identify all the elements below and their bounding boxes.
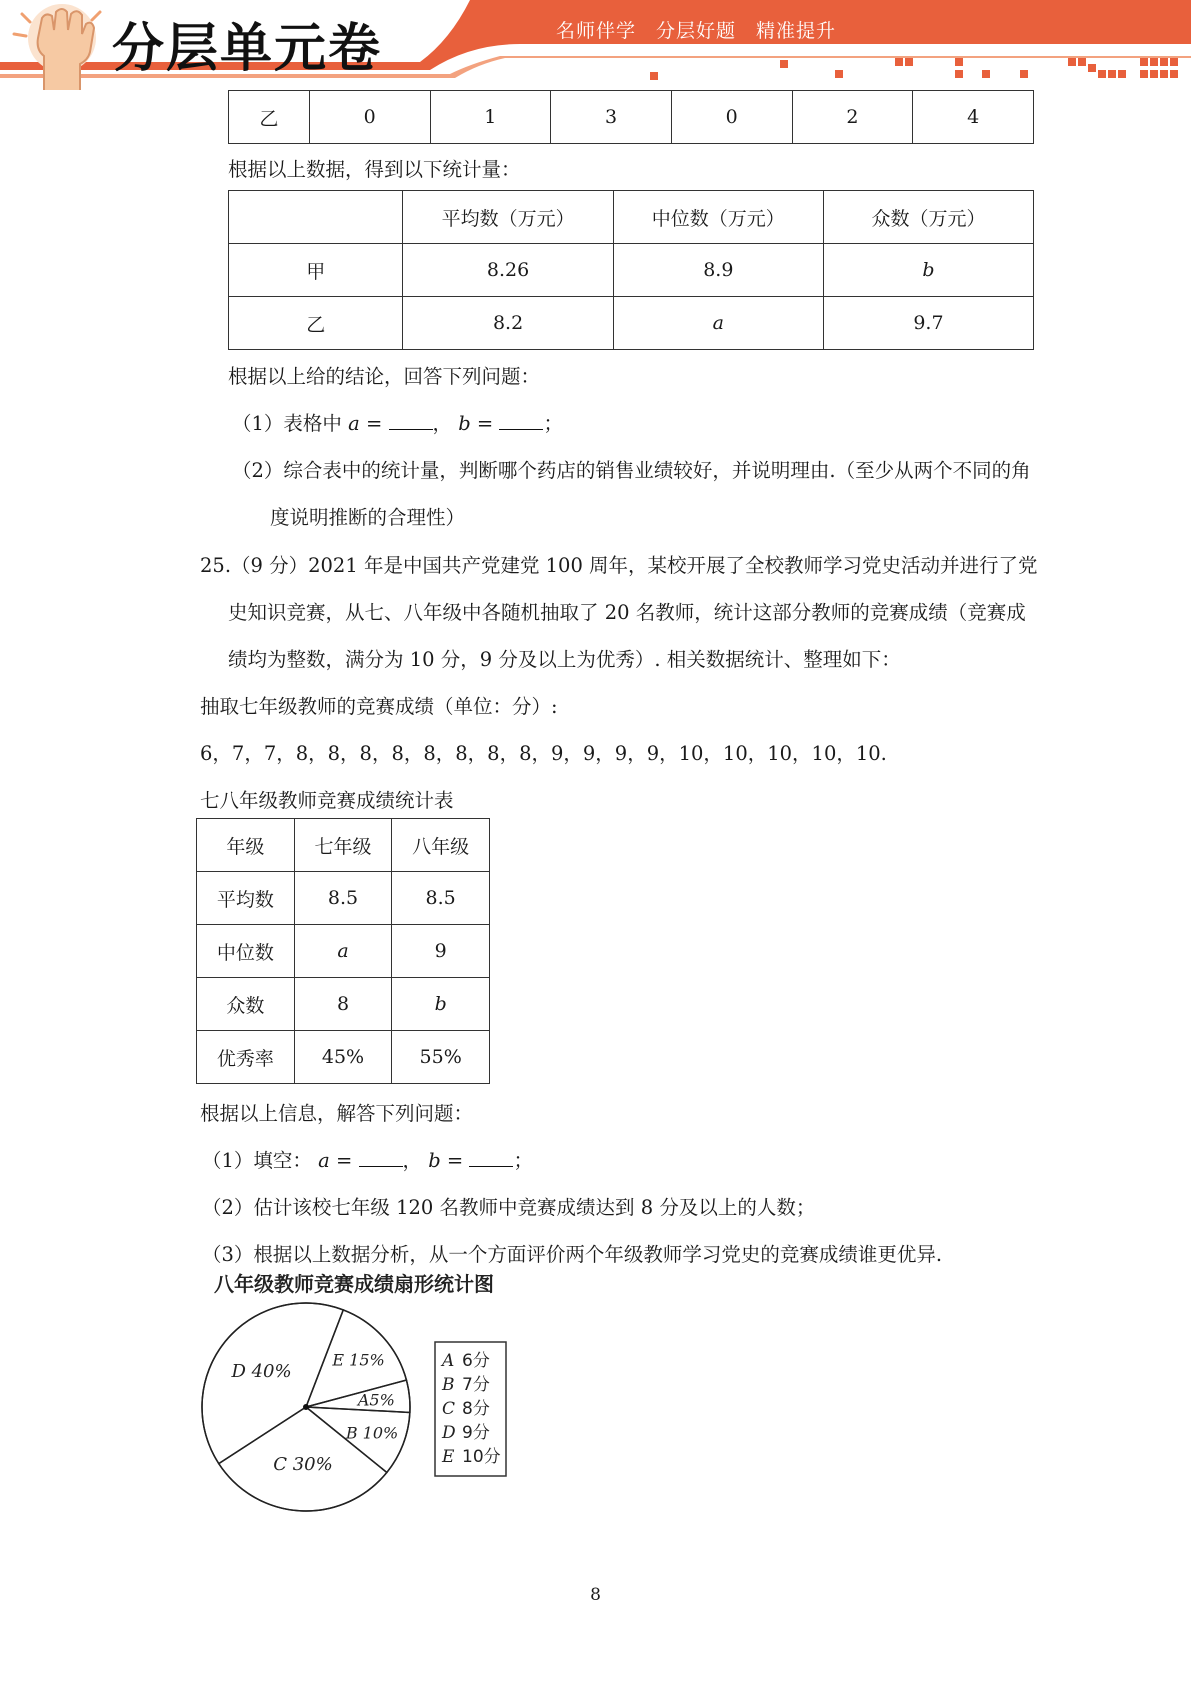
blank-a: [389, 411, 433, 430]
q25-p1-end: ；: [513, 1149, 533, 1172]
table-row: [197, 925, 490, 978]
q25-data-line: 6，7，7，8，8，8，8，8，8，8，8，9，9，9，9，10，10，10，10，10.: [200, 742, 887, 765]
table-cell: 9: [392, 925, 490, 978]
q24-part2-line1: （2）综合表中的统计量，判断哪个药店的销售业绩较好，并说明理由.（至少从两个不同的角: [232, 459, 1031, 482]
slice-label-B: B 10%: [345, 1423, 399, 1443]
table-cell: 4: [913, 91, 1034, 144]
chart-title: 八年级教师竞赛成绩扇形统计图: [214, 1272, 494, 1296]
table-cell: 8.5: [392, 872, 490, 925]
slogan-3: 精准提升: [756, 20, 837, 42]
chart-legend: [435, 1342, 506, 1476]
legend-value-C: 8分: [462, 1399, 490, 1419]
blank-b: [469, 1148, 513, 1167]
q24-intro: 根据以上给的结论，回答下列问题：: [228, 365, 541, 388]
slice-label-C: C 30%: [273, 1454, 333, 1476]
table-row: [197, 978, 490, 1031]
header-cell: 七年级: [294, 819, 392, 872]
legend-key-E: E: [442, 1447, 455, 1467]
table-row: [197, 1031, 490, 1084]
table-cell: 0: [671, 91, 792, 144]
pie-center: [303, 1404, 309, 1410]
header-slogans: [556, 16, 856, 43]
row-label: 平均数: [197, 872, 295, 925]
table-cell: 45%: [294, 1031, 392, 1084]
table-cell: 0: [309, 91, 430, 144]
q25-after-intro: 根据以上信息，解答下列问题：: [200, 1102, 474, 1125]
q25-data-intro: 抽取七年级教师的竞赛成绩（单位：分）:: [200, 695, 558, 718]
table-header-row: [197, 819, 490, 872]
table-cell: 9.7: [823, 297, 1033, 350]
slice-label-A: A5%: [357, 1390, 395, 1410]
grade-stats-table: [196, 818, 490, 1084]
legend-value-B: 7分: [462, 1375, 490, 1395]
legend-value-E: 10分: [462, 1447, 501, 1467]
table-cell: a: [613, 297, 823, 350]
var-a: a: [348, 412, 360, 435]
table-cell: 55%: [392, 1031, 490, 1084]
table-row: [197, 872, 490, 925]
stats-table: [228, 190, 1034, 350]
pie-slices: [202, 1303, 410, 1511]
table-cell: 8.2: [403, 297, 613, 350]
table-header-row: [229, 191, 1034, 244]
stats-intro: 根据以上数据，得到以下统计量：: [228, 158, 521, 181]
table-cell: b: [392, 978, 490, 1031]
brand-title: 分层单元卷: [112, 19, 383, 79]
q25-part3: （3）根据以上数据分析，从一个方面评价两个年级教师学习党史的竞赛成绩谁更优异.: [202, 1243, 943, 1266]
row-label: 甲: [229, 244, 403, 297]
q25-table-title: 七八年级教师竞赛成绩统计表: [200, 789, 454, 812]
legend-value-A: 6分: [462, 1351, 490, 1371]
row-label: 中位数: [197, 925, 295, 978]
table-cell: 2: [792, 91, 913, 144]
row-label: 乙: [229, 297, 403, 350]
blank-b: [499, 411, 543, 430]
blank-a: [359, 1148, 403, 1167]
pie-chart: [190, 1266, 530, 1516]
legend-value-D: 9分: [462, 1423, 490, 1443]
q24-p1-prefix: （1）表格中: [232, 412, 342, 435]
header-cell: 平均数（万元）: [403, 191, 613, 244]
legend-key-B: B: [442, 1375, 455, 1395]
q25-part2: （2）估计该校七年级 120 名教师中竞赛成绩达到 8 分及以上的人数；: [202, 1196, 816, 1219]
q25-part1: （1）填空： a = ， b = ；: [202, 1149, 533, 1172]
slogan-1: 名师伴学: [556, 20, 637, 42]
table-cell: 8.26: [403, 244, 613, 297]
header-cell: 中位数（万元）: [613, 191, 823, 244]
table-cell: 8: [294, 978, 392, 1031]
row-label: 乙: [229, 91, 310, 144]
q24-part2-line2: 度说明推断的合理性）: [270, 506, 466, 529]
q24-part1: （1）表格中 a = ， b = ；: [232, 412, 563, 435]
var-a: a: [318, 1149, 330, 1172]
q25-line2: 史知识竞赛，从七、八年级中各随机抽取了 20 名教师，统计这部分教师的竞赛成绩（竞赛成: [228, 601, 1026, 624]
table-cell: a: [294, 925, 392, 978]
table-cell: 1: [430, 91, 551, 144]
table-row: [229, 244, 1034, 297]
header-cell: 年级: [197, 819, 295, 872]
table-row: [229, 91, 1034, 144]
slice-label-D: D 40%: [231, 1361, 292, 1383]
q24-p1-end: ；: [543, 412, 563, 435]
legend-key-C: C: [442, 1399, 456, 1419]
table-cell: 8.9: [613, 244, 823, 297]
row-label: 众数: [197, 978, 295, 1031]
header-cell: 八年级: [392, 819, 490, 872]
q25-line3: 绩均为整数，满分为 10 分，9 分及以上为优秀）. 相关数据统计、整理如下：: [228, 648, 901, 671]
table-cell: 8.5: [294, 872, 392, 925]
table-cell: 3: [551, 91, 672, 144]
header-cell: [229, 191, 403, 244]
legend-key-D: D: [442, 1423, 456, 1443]
q25-p1-prefix: （1）填空：: [202, 1149, 312, 1172]
q25-line1: 25.（9 分）2021 年是中国共产党建党 100 周年，某校开展了全校教师学习党史活动并进行了党: [200, 554, 1038, 577]
slogan-2: 分层好题: [656, 20, 737, 42]
page-number: 8: [590, 1585, 601, 1605]
legend-key-A: A: [442, 1351, 455, 1371]
table-cell: b: [823, 244, 1033, 297]
table-row: [229, 297, 1034, 350]
slice-label-E: E 15%: [332, 1350, 385, 1370]
row-label: 优秀率: [197, 1031, 295, 1084]
header-cell: 众数（万元）: [823, 191, 1033, 244]
var-b: b: [428, 1149, 441, 1172]
sales-data-table-continued: [228, 90, 1034, 144]
var-b: b: [458, 412, 471, 435]
